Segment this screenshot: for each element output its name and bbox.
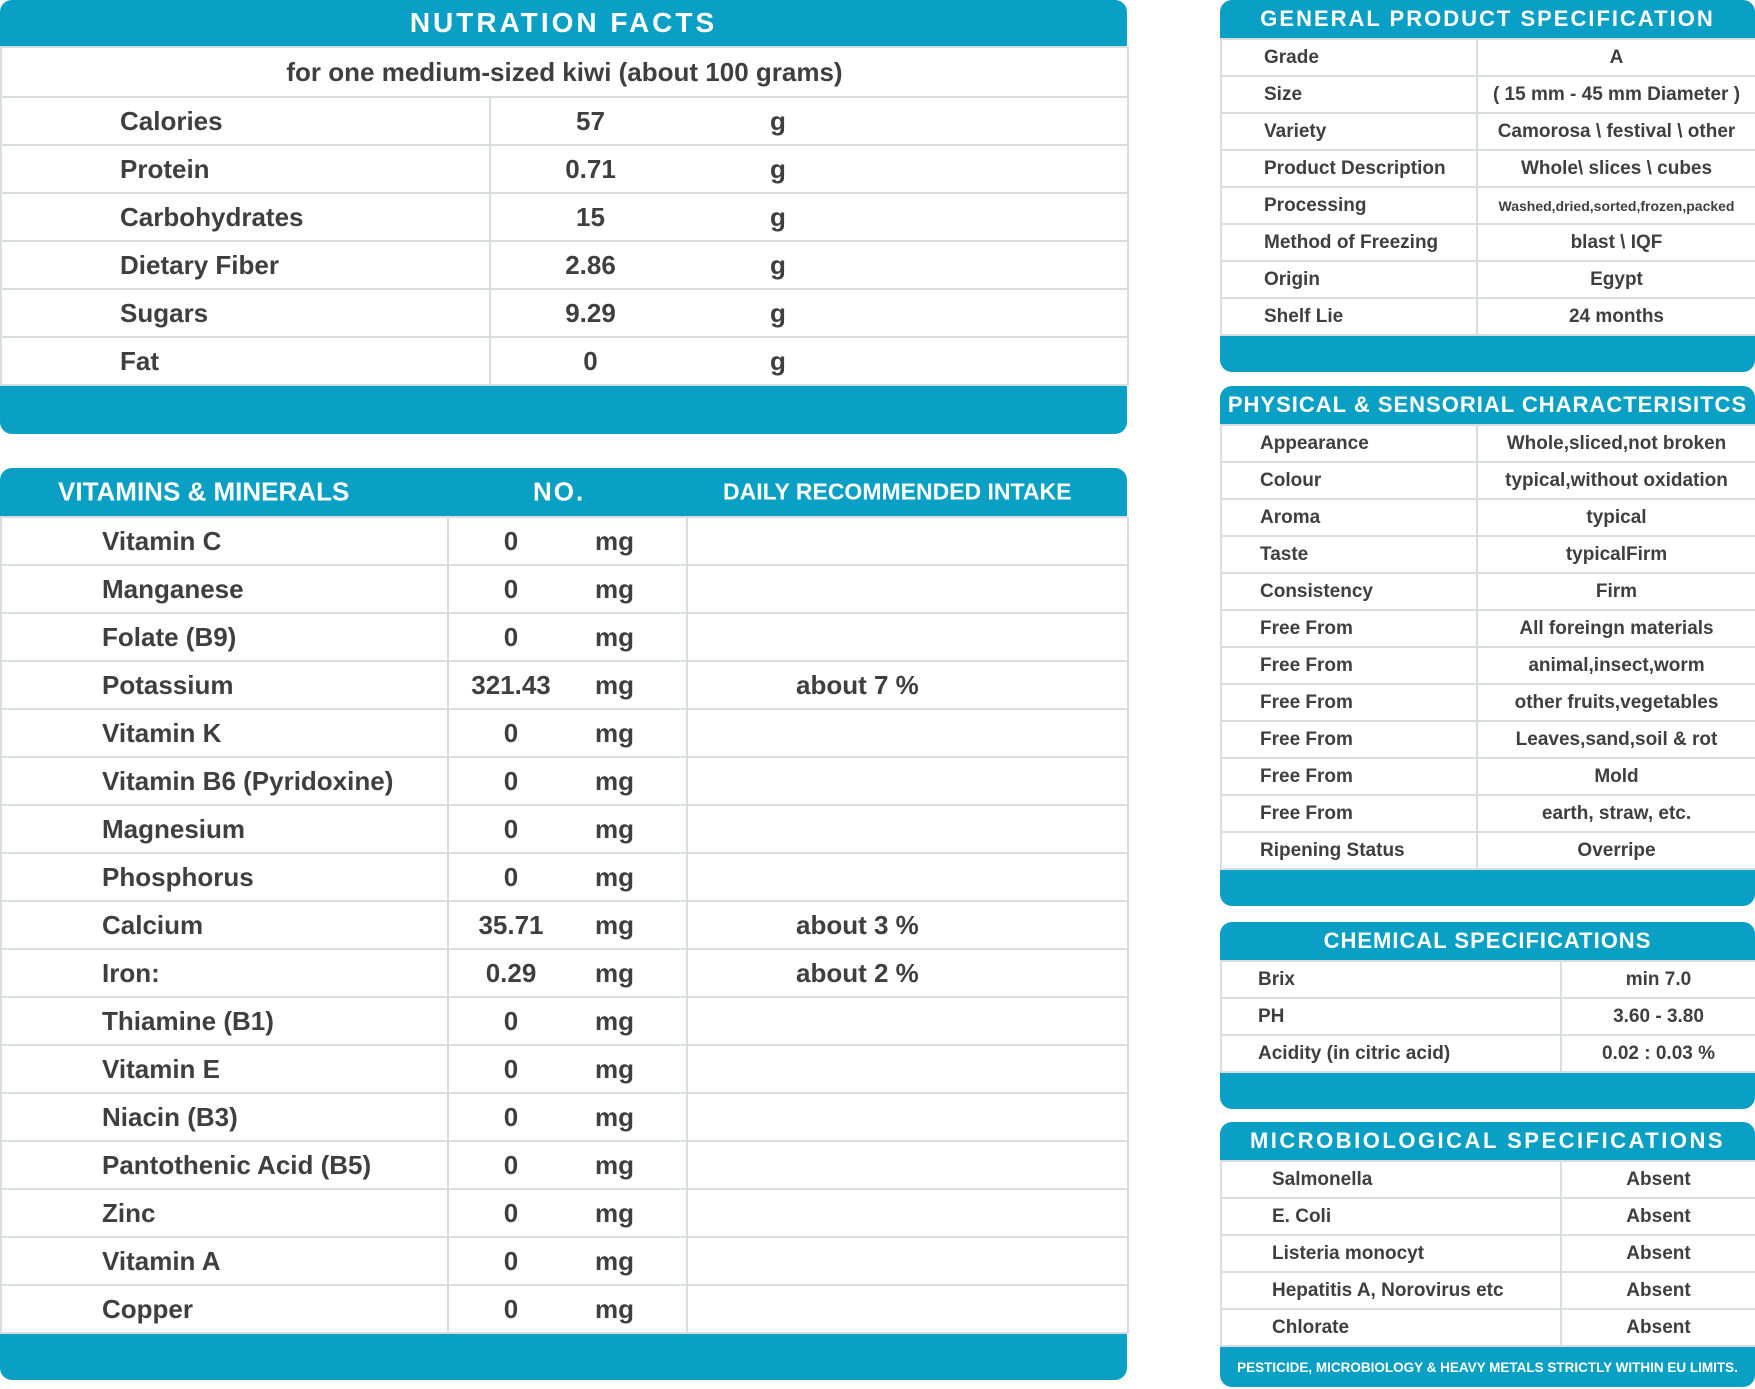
spec-label: Colour (1221, 462, 1477, 499)
physical-footer-bar (1220, 870, 1755, 906)
vitamin-amount: 0.29 (448, 949, 573, 997)
spec-label: Appearance (1221, 425, 1477, 462)
vitamin-row (1, 1045, 1128, 1093)
spec-row (1221, 187, 1755, 224)
spec-row (1221, 150, 1755, 187)
vitamin-name: Vitamin K (1, 709, 448, 757)
vitamin-amount: 0 (448, 805, 573, 853)
vitamin-unit: mg (573, 1285, 687, 1333)
physical-sensorial-panel (1220, 386, 1755, 906)
characteristic-row (1221, 832, 1755, 869)
vitamin-amount: 0 (448, 1141, 573, 1189)
chemical-table (1220, 960, 1755, 1073)
chemical-footer-bar (1220, 1073, 1755, 1109)
vitamin-amount: 0 (448, 1189, 573, 1237)
chemical-rows (1221, 961, 1755, 1072)
vitamin-unit: mg (573, 1045, 687, 1093)
vitamin-name: Vitamin C (1, 517, 448, 565)
vitamin-unit: mg (573, 901, 687, 949)
nutrient-name: Calories (1, 97, 490, 145)
vitamin-unit: mg (573, 853, 687, 901)
vitamin-unit: mg (573, 709, 687, 757)
vitamin-intake: about 2 % (687, 949, 1128, 997)
vitamin-unit: mg (573, 1189, 687, 1237)
nutrition-row (1, 97, 1128, 145)
vitamin-row (1, 1237, 1128, 1285)
micro-spec-panel (1220, 1122, 1755, 1387)
nutrition-subtitle: for one medium-sized kiwi (about 100 grams) (1, 47, 1128, 97)
nutrition-row (1, 193, 1128, 241)
nutrient-unit: g (690, 145, 1128, 193)
nutrient-unit: g (690, 289, 1128, 337)
vitamin-amount: 0 (448, 709, 573, 757)
spec-row (1221, 76, 1755, 113)
spec-value: All foreingn materials (1477, 610, 1755, 647)
characteristic-row (1221, 462, 1755, 499)
spec-label: Grade (1221, 39, 1477, 76)
micro-table (1220, 1160, 1755, 1347)
spec-value: animal,insect,worm (1477, 647, 1755, 684)
spec-label: PH (1221, 998, 1561, 1035)
vitamin-row (1, 997, 1128, 1045)
nutrient-name: Fat (1, 337, 490, 385)
spec-label: Shelf Lie (1221, 298, 1477, 335)
vitamin-unit: mg (573, 613, 687, 661)
vitamin-name: Niacin (B3) (1, 1093, 448, 1141)
vitamin-intake (687, 1045, 1128, 1093)
nutrition-footer-bar (0, 386, 1127, 434)
vitamin-amount: 0 (448, 757, 573, 805)
vitamin-intake (687, 1237, 1128, 1285)
vitamin-name: Folate (B9) (1, 613, 448, 661)
vitamin-amount: 0 (448, 613, 573, 661)
vitamins-minerals-panel (0, 468, 1127, 1380)
vitamins-header-no: NO. (533, 476, 586, 507)
physical-table (1220, 424, 1755, 870)
nutrition-facts-panel (0, 0, 1127, 434)
micro-rows (1221, 1161, 1755, 1346)
vitamin-row (1, 709, 1128, 757)
spec-value: Absent (1561, 1309, 1755, 1346)
spec-label: Brix (1221, 961, 1561, 998)
vitamin-name: Potassium (1, 661, 448, 709)
spec-label: Size (1221, 76, 1477, 113)
spec-label: Listeria monocyt (1221, 1235, 1561, 1272)
nutrient-value: 0.71 (490, 145, 690, 193)
spec-row (1221, 113, 1755, 150)
characteristic-row (1221, 573, 1755, 610)
nutrition-row (1, 337, 1128, 385)
spec-value: other fruits,vegetables (1477, 684, 1755, 721)
nutrient-unit: g (690, 241, 1128, 289)
vitamin-name: Phosphorus (1, 853, 448, 901)
characteristic-row (1221, 536, 1755, 573)
spec-label: Aroma (1221, 499, 1477, 536)
vitamin-row (1, 565, 1128, 613)
spec-label: Free From (1221, 758, 1477, 795)
spec-label: Taste (1221, 536, 1477, 573)
vitamin-name: Calcium (1, 901, 448, 949)
vitamin-amount: 35.71 (448, 901, 573, 949)
spec-value: Mold (1477, 758, 1755, 795)
vitamins-header-name: VITAMINS & MINERALS (58, 476, 350, 507)
vitamin-name: Pantothenic Acid (B5) (1, 1141, 448, 1189)
general-footer-bar (1220, 336, 1755, 372)
vitamin-unit: mg (573, 757, 687, 805)
spec-value: earth, straw, etc. (1477, 795, 1755, 832)
vitamin-name: Zinc (1, 1189, 448, 1237)
spec-label: Chlorate (1221, 1309, 1561, 1346)
vitamin-intake (687, 709, 1128, 757)
spec-label: Variety (1221, 113, 1477, 150)
vitamins-table (0, 516, 1129, 1334)
nutrient-value: 2.86 (490, 241, 690, 289)
vitamin-unit: mg (573, 1141, 687, 1189)
characteristic-row (1221, 684, 1755, 721)
nutrition-title: NUTRATION FACTS (0, 0, 1127, 46)
spec-label: Origin (1221, 261, 1477, 298)
vitamin-amount: 0 (448, 517, 573, 565)
vitamin-row (1, 661, 1128, 709)
vitamin-intake: about 7 % (687, 661, 1128, 709)
spec-value: Overripe (1477, 832, 1755, 869)
nutrient-unit: g (690, 193, 1128, 241)
characteristic-row (1221, 795, 1755, 832)
spec-label: Free From (1221, 721, 1477, 758)
vitamins-header (0, 468, 1127, 516)
spec-label: Consistency (1221, 573, 1477, 610)
spec-label: Free From (1221, 610, 1477, 647)
vitamin-amount: 0 (448, 565, 573, 613)
chemical-row (1221, 961, 1755, 998)
vitamin-amount: 321.43 (448, 661, 573, 709)
nutrition-row (1, 145, 1128, 193)
spec-value: 3.60 - 3.80 (1561, 998, 1755, 1035)
spec-value: typical (1477, 499, 1755, 536)
spec-label: Product Description (1221, 150, 1477, 187)
vitamin-intake (687, 613, 1128, 661)
spec-value: min 7.0 (1561, 961, 1755, 998)
vitamin-amount: 0 (448, 1237, 573, 1285)
micro-row (1221, 1235, 1755, 1272)
spec-label: Salmonella (1221, 1161, 1561, 1198)
nutrition-row (1, 241, 1128, 289)
spec-value: blast \ IQF (1477, 224, 1755, 261)
spec-value: Firm (1477, 573, 1755, 610)
vitamin-intake (687, 1189, 1128, 1237)
micro-row (1221, 1272, 1755, 1309)
nutrient-value: 0 (490, 337, 690, 385)
general-rows (1221, 39, 1755, 335)
vitamin-row (1, 853, 1128, 901)
vitamin-name: Magnesium (1, 805, 448, 853)
spec-value: ( 15 mm - 45 mm Diameter ) (1477, 76, 1755, 113)
spec-label: Method of Freezing (1221, 224, 1477, 261)
vitamin-intake (687, 1285, 1128, 1333)
vitamin-intake (687, 1093, 1128, 1141)
spec-row (1221, 298, 1755, 335)
vitamin-row (1, 757, 1128, 805)
spec-value: Absent (1561, 1161, 1755, 1198)
vitamin-name: Copper (1, 1285, 448, 1333)
vitamin-unit: mg (573, 949, 687, 997)
vitamin-row (1, 1141, 1128, 1189)
characteristic-row (1221, 647, 1755, 684)
vitamin-row (1, 805, 1128, 853)
spec-value: 0.02 : 0.03 % (1561, 1035, 1755, 1072)
vitamin-unit: mg (573, 517, 687, 565)
vitamin-name: Vitamin A (1, 1237, 448, 1285)
nutrient-value: 57 (490, 97, 690, 145)
spec-value: Leaves,sand,soil & rot (1477, 721, 1755, 758)
vitamin-name: Vitamin E (1, 1045, 448, 1093)
spec-label: Free From (1221, 647, 1477, 684)
chemical-title: CHEMICAL SPECIFICATIONS (1220, 922, 1755, 960)
spec-value: typical,without oxidation (1477, 462, 1755, 499)
nutrient-name: Sugars (1, 289, 490, 337)
spec-value: Washed,dried,sorted,frozen,packed (1477, 187, 1755, 224)
spec-row (1221, 39, 1755, 76)
general-spec-title: GENERAL PRODUCT SPECIFICATION (1220, 0, 1755, 38)
vitamin-row (1, 613, 1128, 661)
nutrient-name: Carbohydrates (1, 193, 490, 241)
nutrition-table (0, 46, 1129, 386)
spec-label: Hepatitis A, Norovirus etc (1221, 1272, 1561, 1309)
spec-label: Free From (1221, 795, 1477, 832)
general-spec-table (1220, 38, 1755, 336)
physical-rows (1221, 425, 1755, 869)
spec-value: Whole,sliced,not broken (1477, 425, 1755, 462)
vitamin-unit: mg (573, 565, 687, 613)
vitamin-amount: 0 (448, 1093, 573, 1141)
chemical-spec-panel (1220, 922, 1755, 1109)
vitamin-intake (687, 997, 1128, 1045)
spec-value: typicalFirm (1477, 536, 1755, 573)
vitamin-intake (687, 757, 1128, 805)
physical-title: PHYSICAL & SENSORIAL CHARACTERISITCS (1220, 386, 1755, 424)
vitamin-intake (687, 805, 1128, 853)
spec-value: Absent (1561, 1235, 1755, 1272)
characteristic-row (1221, 499, 1755, 536)
nutrient-unit: g (690, 337, 1128, 385)
spec-row (1221, 224, 1755, 261)
vitamin-row (1, 1189, 1128, 1237)
vitamin-row (1, 1285, 1128, 1333)
nutrient-name: Dietary Fiber (1, 241, 490, 289)
vitamin-row (1, 517, 1128, 565)
vitamin-name: Thiamine (B1) (1, 997, 448, 1045)
vitamin-unit: mg (573, 997, 687, 1045)
vitamin-amount: 0 (448, 853, 573, 901)
spec-label: Acidity (in citric acid) (1221, 1035, 1561, 1072)
spec-label: E. Coli (1221, 1198, 1561, 1235)
spec-value: Egypt (1477, 261, 1755, 298)
vitamin-unit: mg (573, 805, 687, 853)
spec-label: Ripening Status (1221, 832, 1477, 869)
vitamin-amount: 0 (448, 1045, 573, 1093)
characteristic-row (1221, 721, 1755, 758)
vitamin-name: Iron: (1, 949, 448, 997)
nutrient-unit: g (690, 97, 1128, 145)
spec-value: Camorosa \ festival \ other (1477, 113, 1755, 150)
vitamin-amount: 0 (448, 997, 573, 1045)
vitamin-name: Vitamin B6 (Pyridoxine) (1, 757, 448, 805)
vitamins-footer-bar (0, 1334, 1127, 1380)
spec-label: Processing (1221, 187, 1477, 224)
characteristic-row (1221, 610, 1755, 647)
vitamin-intake (687, 517, 1128, 565)
micro-footer: PESTICIDE, MICROBIOLOGY & HEAVY METALS STRICTLY WITHIN EU LIMITS. (1220, 1347, 1755, 1387)
characteristic-row (1221, 758, 1755, 795)
vitamin-row (1, 1093, 1128, 1141)
characteristic-row (1221, 425, 1755, 462)
spec-label: Free From (1221, 684, 1477, 721)
spec-value: Absent (1561, 1198, 1755, 1235)
nutrition-row (1, 289, 1128, 337)
micro-row (1221, 1161, 1755, 1198)
spec-value: Whole\ slices \ cubes (1477, 150, 1755, 187)
spec-row (1221, 261, 1755, 298)
vitamin-intake: about 3 % (687, 901, 1128, 949)
vitamin-unit: mg (573, 1237, 687, 1285)
spec-value: Absent (1561, 1272, 1755, 1309)
spec-value: A (1477, 39, 1755, 76)
spec-value: 24 months (1477, 298, 1755, 335)
nutrient-name: Protein (1, 145, 490, 193)
nutrition-rows (1, 97, 1128, 385)
nutrient-value: 9.29 (490, 289, 690, 337)
nutrient-value: 15 (490, 193, 690, 241)
vitamin-row (1, 901, 1128, 949)
vitamin-name: Manganese (1, 565, 448, 613)
vitamin-intake (687, 565, 1128, 613)
micro-title: MICROBIOLOGICAL SPECIFICATIONS (1220, 1122, 1755, 1160)
vitamin-amount: 0 (448, 1285, 573, 1333)
chemical-row (1221, 1035, 1755, 1072)
chemical-row (1221, 998, 1755, 1035)
vitamin-intake (687, 1141, 1128, 1189)
vitamin-row (1, 949, 1128, 997)
vitamin-unit: mg (573, 1093, 687, 1141)
micro-row (1221, 1198, 1755, 1235)
general-spec-panel (1220, 0, 1755, 372)
micro-row (1221, 1309, 1755, 1346)
vitamin-intake (687, 853, 1128, 901)
vitamin-unit: mg (573, 661, 687, 709)
vitamins-header-intake: DAILY RECOMMENDED INTAKE (723, 478, 1072, 505)
vitamins-rows (1, 517, 1128, 1333)
